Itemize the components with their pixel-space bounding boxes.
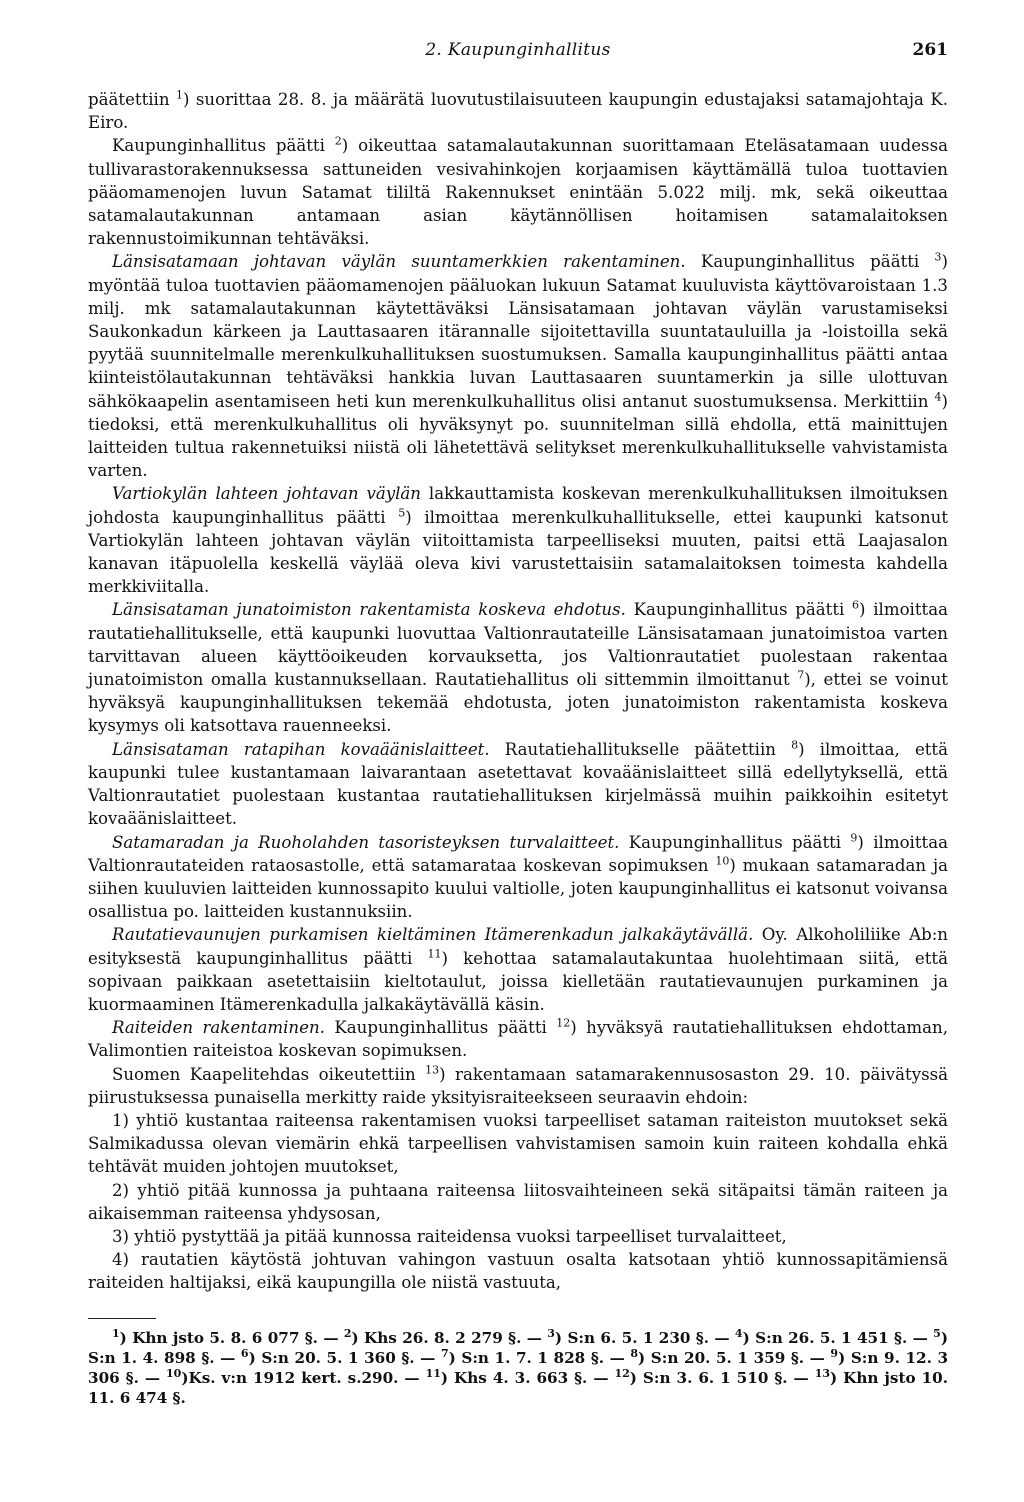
- running-title: 2. Kaupunginhallitus: [425, 40, 611, 60]
- page-number: 261: [912, 40, 948, 60]
- body-text: [88, 88, 948, 1295]
- footnote-text: $^1$) Khn jsto 5. 8. 6 077 §. — $^2$) Khs 26. 8. 2 279 §. — $^3$) S:n 6. 5. 1 230 §. — $^4$) S:n 26. 5. 1 451 §. — $^5$) S:n 1. 4. 898 §. — $^6$) S:n 20. 5. 1 360 §. — $^7$) S:n 1. 7. 1 828 §. — $^8$) S:n 20. 5. 1 359 §. — $^9$) S:n 9. 12. 3 306 §. — $^{10}$)Ks. v:n 1912 kert. s.290. — $^{11}$) Khs 4. 3. 663 §. — $^{12}$) S:n 3. 6. 1 510 §. — $^{13}$) Khn jsto 10. 11. 6 474 §.: [88, 1326, 949, 1407]
- paragraph: Kaupunginhallitus päätti $^2$) oikeuttaa satamalautakunnan suorittamaan Eteläsatamaan uudessa tullivarastorakennuksessa sattuneiden vesivahinkojen korjaamisen käyttämällä tuloa tuottavien pääomamenojen luvun Satamat tililtä Rakennukset enintään 5.022 milj. mk, sekä oikeuttaa satamalautakunnan antamaan asian käytännöllisen hoitamisen satamalaitoksen rakennustoimikunnan tehtäväksi.: [88, 134, 948, 249]
- running-header: [88, 30, 948, 60]
- paragraph: Länsisatamaan johtavan väylän suuntamerkkien rakentaminen. Kaupunginhallitus päätti $^3$) myöntää tuloa tuottavien pääomamenojen pääluokan lukuun Satamat kuuluvista käyttövaroistaan 1.3 milj. mk satamalautakunnan käytettäväksi Länsisatamaan johtavan väylän varustamiseksi Saukonkadun kärkeen ja Lauttasaaren itärannalle sijoitettavilla suuntatauluilla ja -loistoilla sekä pyytää suunnitelmalle merenkulkuhallituksen suostumuksen. Samalla kaupunginhallitus päätti antaa kiinteistölautakunnan tehtäväksi hankkia luvan Lauttasaaren suuntamerkin ja sille ulottuvan sähkökaapelin asentamiseen heti kun merenkulkuhallitus olisi antanut suostumuksensa. Merkittiin $^4$) tiedoksi, että merenkulkuhallitus oli hyväksynyt po. suunnitelman sillä ehdolla, että mainittujen laitteiden tultua rakennetuiksi niistä oli lähetettävä selitykset merenkulkuhallitukselle vahvistamista varten.: [88, 250, 949, 481]
- paragraph: Suomen Kaapelitehdas oikeutettiin $^{13}$) rakentamaan satamarakennusosaston 29. 10. päivätyssä piirustuksessa punaisella merkitty raide yksityisraiteekseen seuraavin ehdoin:: [88, 1063, 948, 1107]
- section-heading: Länsisatamaan johtavan väylän suuntamerkkien rakentaminen.: [112, 252, 686, 272]
- list-item: 4) rautatien käytöstä johtuvan vahingon vastuun osalta katsotaan yhtiö kunnossapitämiensä raiteiden haltijaksi, eikä kaupungilla ole niistä vastuuta,: [88, 1250, 948, 1293]
- paragraph: Vartiokylän lahteen johtavan väylän lakkauttamista koskevan merenkulkuhallituksen ilmoituksen johdosta kaupunginhallitus päätti $^5$) ilmoittaa merenkulkuhallitukselle, ettei kaupunki katsonut Vartiokylän lahteen johtavan väylän viitoittamista tarpeelliseksi muuten, paitsi että Laajasalon kanavan itäpuolella keskellä väylää oleva kivi varustettaisiin satamalaitoksen toimesta kahdella merkkiviitalla.: [88, 484, 948, 597]
- paragraph: Länsisataman ratapihan kovaäänislaitteet. Rautatiehallitukselle päätettiin $^8$) ilmoittaa, että kaupunki tulee kustantamaan laivarantaan asetettavat kovaäänislaitteet sillä edellytyksellä, että Valtionrautatiet puolestaan kustantaa rautatiehallituksen kirjelmässä muihin paikkoihin esitetyt kovaäänislaitteet.: [88, 738, 948, 829]
- list-item: 1) yhtiö kustantaa raiteensa rakentamisen vuoksi tarpeelliset sataman raiteiston muutokset sekä Salmikadussa olevan viemärin ehkä tarpeellisen vahvistamisen samoin kuin raiteen kohdalla ehkä tehtävät muiden johtojen muutokset,: [88, 1110, 948, 1177]
- section-heading: Länsisataman ratapihan kovaäänislaitteet.: [112, 739, 490, 759]
- paragraph: Satamaradan ja Ruoholahden tasoristeyksen turvalaitteet. Kaupunginhallitus päätti $^9$) ilmoittaa Valtionrautateiden rataosastolle, että satamarataa koskevan sopimuksen $^{10}$) mukaan satamaradan ja siihen kuuluvien laitteiden kunnossapito kuului valtiolle, joten kaupunginhallitus ei katsonut voivansa osallistua po. laitteiden kustannuksiin.: [88, 830, 948, 922]
- paragraph: Rautatievaunujen purkamisen kieltäminen Itämerenkadun jalkakäytävällä. Oy. Alkoholiliike Ab:n esityksestä kaupunginhallitus päätti $^{11}$) kehottaa satamalautakuntaa huolehtimaan siitä, että sopivaan paikkaan asetettaisiin kieltotaulut, joissa kielletään rautatievaunujen purkaminen ja kuormaaminen Itämerenkadulla jalkakäytävällä käsin.: [88, 925, 948, 1014]
- list-item: 3) yhtiö pystyttää ja pitää kunnossa raiteidensa vuoksi tarpeelliset turvalaitteet,: [112, 1226, 787, 1246]
- footnote-divider: [88, 1318, 156, 1319]
- section-heading: Satamaradan ja Ruoholahden tasoristeyksen turvalaitteet.: [112, 832, 620, 852]
- paragraph: Raiteiden rakentaminen. Kaupunginhallitus päätti $^{12}$) hyväksyä rautatiehallituksen ehdottaman, Valimontien raiteistoa koskevan sopimuksen.: [88, 1016, 948, 1061]
- section-heading: Rautatievaunujen purkamisen kieltäminen Itämerenkadun jalkakäytävällä.: [112, 925, 754, 945]
- section-heading: Länsisataman junatoimiston rakentamista koskeva ehdotus.: [112, 600, 626, 620]
- list-item: 2) yhtiö pitää kunnossa ja puhtaana raiteensa liitosvaihteineen sekä sitäpaitsi tämän raiteen ja aikaisemman raiteensa yhdysosan,: [88, 1180, 948, 1223]
- paragraph: Länsisataman junatoimiston rakentamista koskeva ehdotus. Kaupunginhallitus päätti $^6$) ilmoittaa rautatiehallitukselle, että kaupunki luovuttaa Valtionrautateille Länsisatamaan junatoimistoa varten tarvittavan alueen käyttöoikeuden korvauksetta, jos Valtionrautatiet puolestaan rakentaa junatoimiston omalla kustannuksellaan. Rautatiehallitus oli sittemmin ilmoittanut $^7$), ettei se voinut hyväksyä kaupunginhallituksen tekemää ehdotusta, joten junatoimiston rakentamista koskeva kysymys oli katsottava rauenneeksi.: [88, 598, 948, 736]
- footnotes: [88, 1328, 948, 1408]
- section-heading: Vartiokylän lahteen johtavan väylän: [112, 484, 421, 504]
- section-heading: Raiteiden rakentaminen.: [112, 1018, 325, 1038]
- paragraph: päätettiin $^1$) suorittaa 28. 8. ja määrätä luovutustilaisuuteen kaupungin edustajaksi satamajohtaja K. Eiro.: [88, 88, 948, 133]
